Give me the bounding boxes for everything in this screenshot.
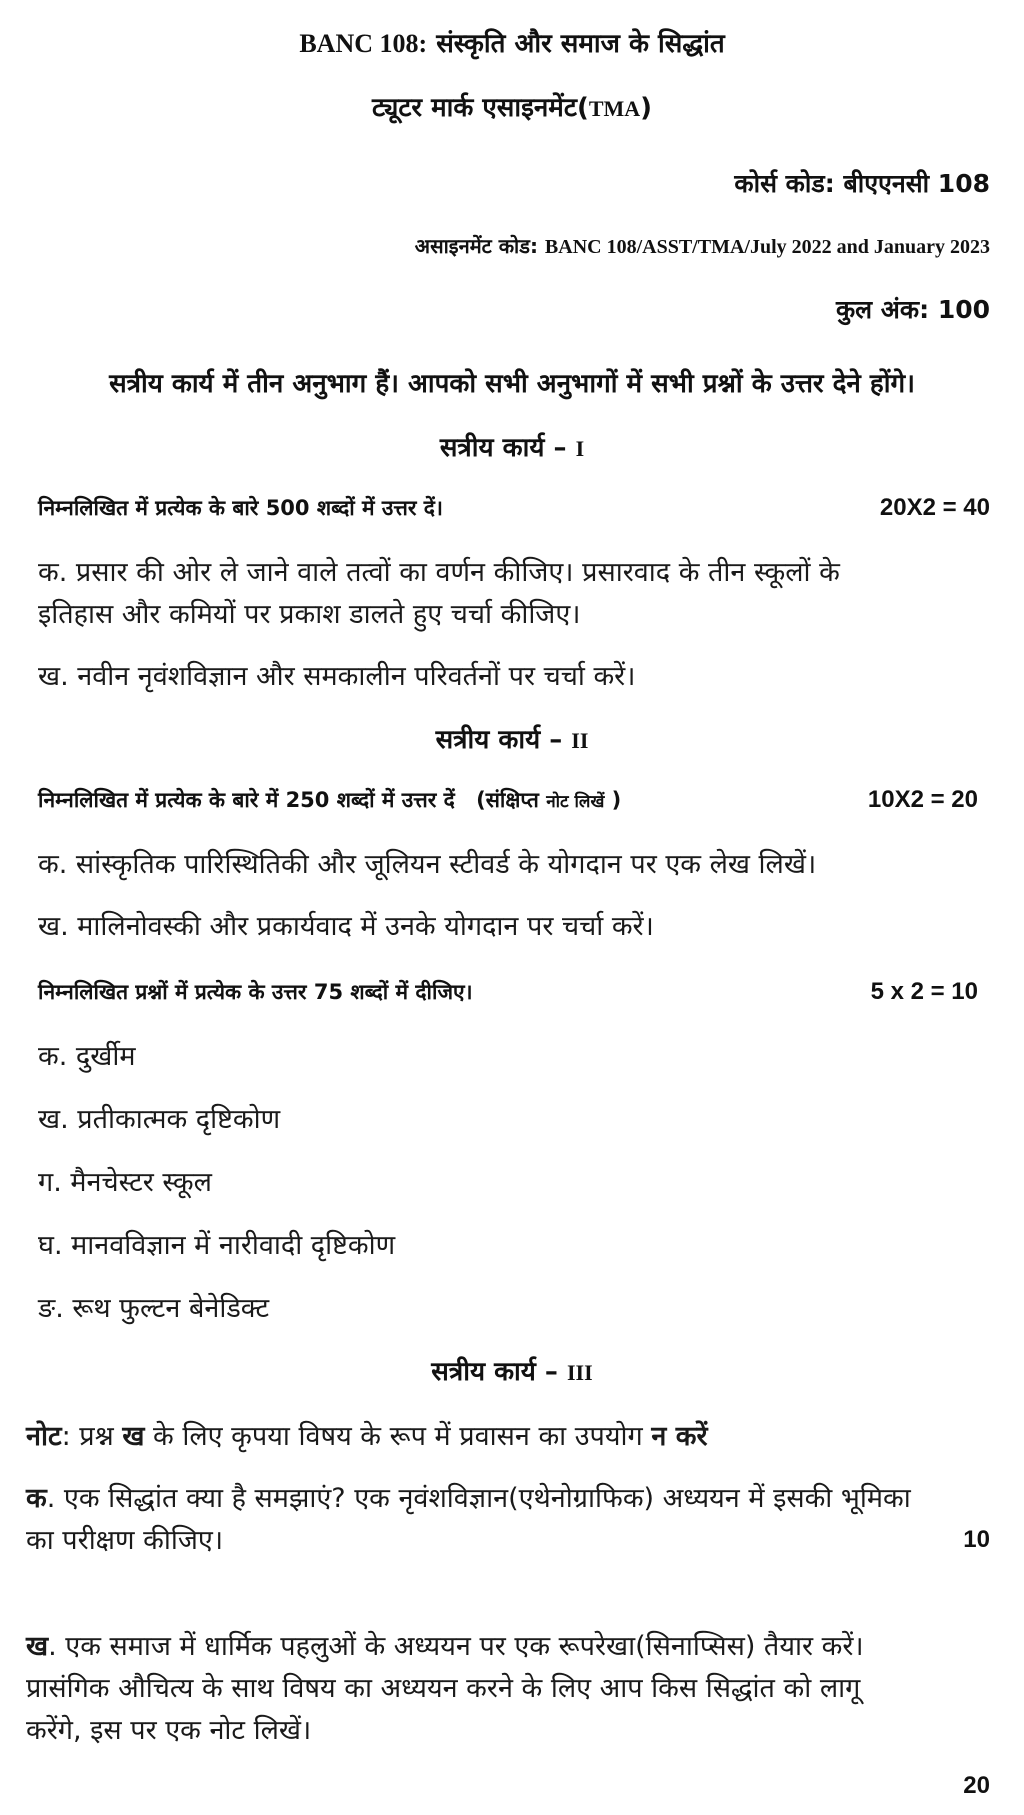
- note-text-1: : प्रश्न: [61, 1421, 114, 1452]
- direction-main: निम्नलिखित में प्रत्येक के बारे में 250 शब्दों में उत्तर दें: [38, 788, 455, 812]
- course-code-line: [734, 166, 990, 200]
- section-2-question-b: ख. मालिनोवस्की और प्रकार्यवाद में उनके योगदान पर चर्चा करें।: [38, 911, 654, 942]
- direction-paren-small: नोट लिखें: [546, 792, 605, 812]
- course-code-label: कोर्स कोड:: [734, 169, 835, 198]
- section-3-question-a-line-1: [26, 1478, 911, 1515]
- subtitle-close: ): [640, 93, 653, 123]
- short-answer-item: ङ. रूथ फुल्टन बेनेडिक्ट: [38, 1293, 270, 1324]
- total-marks-value: 100: [937, 295, 990, 324]
- subtitle-hindi: ट्यूटर मार्क एसाइनमेंट(: [371, 93, 589, 123]
- section-3-question-a-marks: 10: [963, 1526, 990, 1553]
- short-answer-marks: 5 x 2 = 10: [870, 978, 978, 1005]
- section-3-question-a-line-2: का परीक्षण कीजिए।: [26, 1525, 224, 1556]
- section-1-title: [0, 428, 1024, 464]
- document-title: [0, 24, 1024, 60]
- section-1-marks: 20X2 = 40: [879, 494, 990, 521]
- question-a-text: . एक सिद्धांत क्या है समझाएं? एक नृवंशविज्ञान(एथेनोग्राफिक) अध्ययन में इसकी भूमिका: [46, 1483, 911, 1514]
- note-na-karen: न करें: [651, 1421, 708, 1452]
- section-3-question-b-line-2: प्रासंगिक औचित्य के साथ विषय का अध्ययन करने के लिए आप किस सिद्धांत को लागू: [26, 1673, 861, 1704]
- section-title-text: सत्रीय कार्य –: [431, 1357, 558, 1387]
- total-marks-label: कुल अंक:: [835, 295, 930, 324]
- course-code-value: बीएएनसी 108: [843, 169, 990, 198]
- course-title-hindi: संस्कृति और समाज के सिद्धांत: [436, 29, 725, 59]
- section-title-text: सत्रीय कार्य –: [435, 725, 563, 755]
- section-1-question-b: ख. नवीन नृवंशविज्ञान और समकालीन परिवर्तनों पर चर्चा करें।: [38, 661, 636, 692]
- section-numeral: I: [575, 436, 585, 461]
- direction-paren-close: ): [611, 788, 622, 812]
- section-3-note: [26, 1416, 708, 1453]
- section-2-direction: [38, 786, 621, 814]
- section-1-direction: निम्नलिखित में प्रत्येक के बारे 500 शब्दों में उत्तर दें।: [38, 496, 443, 520]
- assignment-code-line: [415, 232, 990, 259]
- total-marks-line: [836, 292, 990, 326]
- section-3-question-b-marks: 20: [963, 1772, 990, 1799]
- section-1-question-a-line-1: क. प्रसार की ओर ले जाने वाले तत्वों का वर्णन कीजिए। प्रसारवाद के तीन स्कूलों के: [38, 557, 840, 588]
- section-1-question-a-line-2: इतिहास और कमियों पर प्रकाश डालते हुए चर्चा कीजिए।: [38, 599, 581, 630]
- question-b-text: . एक समाज में धार्मिक पहलुओं के अध्ययन पर एक रूपरेखा(सिनाप्सिस) तैयार करें।: [48, 1631, 864, 1662]
- question-b-label: ख: [26, 1631, 49, 1662]
- section-3-question-b-line-3: करेंगे, इस पर एक नोट लिखें।: [26, 1715, 312, 1746]
- section-2-marks: 10X2 = 20: [867, 786, 978, 813]
- short-answer-item: ग. मैनचेस्टर स्कूल: [38, 1167, 212, 1198]
- general-instruction: सत्रीय कार्य में तीन अनुभाग हैं। आपको सभी अनुभागों में सभी प्रश्नों के उत्तर देने होंगे।: [109, 369, 915, 399]
- note-label: नोट: [26, 1421, 62, 1452]
- short-answer-direction: निम्नलिखित प्रश्नों में प्रत्येक के उत्तर 75 शब्दों में दीजिए।: [38, 980, 473, 1004]
- note-kha: ख: [122, 1421, 145, 1452]
- section-title-text: सत्रीय कार्य –: [439, 433, 567, 463]
- short-answer-item: घ. मानवविज्ञान में नारीवादी दृष्टिकोण: [38, 1230, 396, 1261]
- section-numeral: II: [571, 728, 589, 753]
- assignment-code-value: BANC 108/ASST/TMA/July 2022 and January 2023: [544, 236, 990, 258]
- note-text-2: के लिए कृपया विषय के रूप में प्रवासन का उपयोग: [153, 1421, 643, 1452]
- section-2-question-a: क. सांस्कृतिक पारिस्थितिकी और जूलियन स्टीवर्ड के योगदान पर एक लेख लिखें।: [38, 849, 817, 880]
- assignment-code-label: असाइनमेंट कोड:: [414, 234, 538, 258]
- subtitle-abbr: TMA: [588, 96, 641, 121]
- section-3-question-b-line-1: [26, 1626, 864, 1663]
- section-numeral: III: [567, 1360, 593, 1385]
- document-subtitle: [0, 88, 1024, 124]
- direction-paren-open: (संक्षिप्त: [476, 788, 539, 812]
- section-2-title: [0, 720, 1024, 756]
- section-3-title: [0, 1352, 1024, 1388]
- short-answer-item: ख. प्रतीकात्मक दृष्टिकोण: [38, 1104, 281, 1135]
- course-code-title: BANC 108:: [299, 29, 428, 58]
- question-a-label: क: [26, 1483, 47, 1514]
- short-answer-item: क. दुर्खीम: [38, 1041, 136, 1072]
